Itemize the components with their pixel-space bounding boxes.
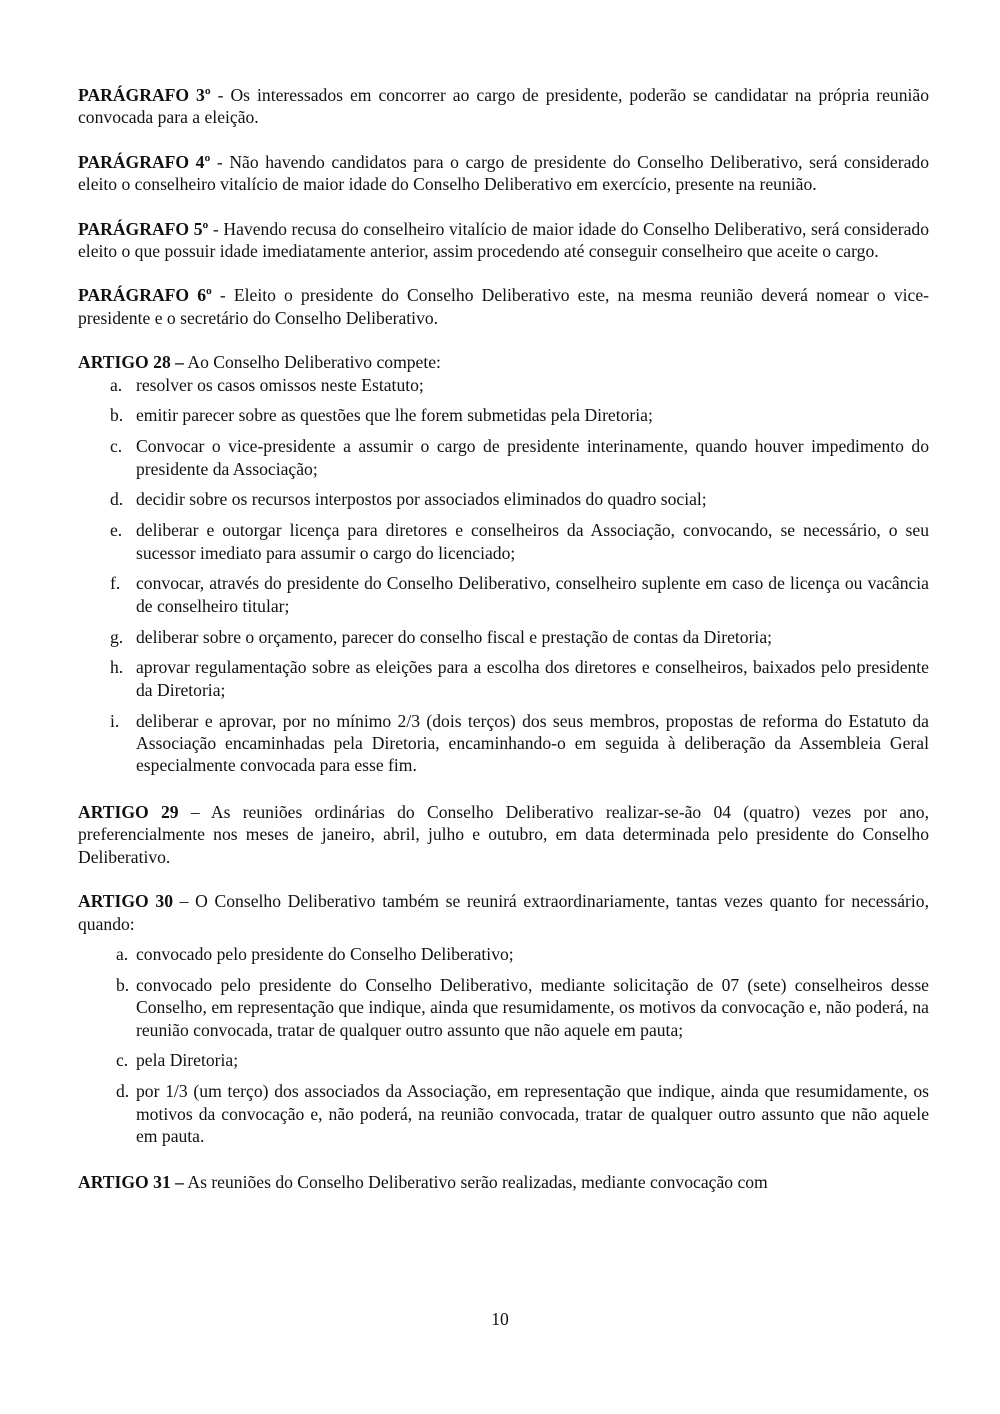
list-marker: a. [116,943,129,964]
artigo-30-text: – O Conselho Deliberativo também se reunirá extraordinariamente, tantas vezes quanto for necessário, quando: [78,891,929,934]
list-item [78,519,929,564]
artigo-30-heading [78,890,929,935]
list-item-text: resolver os casos omissos neste Estatuto; [136,374,424,395]
list-item-text: deliberar e aprovar, por no mínimo 2/3 (dois terços) dos seus membros, propostas de reforma do Estatuto da Associação encaminhadas pela Diretoria, encaminhando-o em seguida à deliberação da Assembleia Geral especialmente convocada para esse fim. [136,710,929,776]
artigo-28-heading [78,351,929,373]
paragrafo-5 [78,218,929,263]
artigo-28-list [78,374,929,777]
list-item [78,572,929,617]
paragrafo-6-label: PARÁGRAFO 6º [78,285,212,306]
list-item-text: deliberar sobre o orçamento, parecer do conselho fiscal e prestação de contas da Diretoria; [136,626,773,647]
paragrafo-5-label: PARÁGRAFO 5º [78,218,209,239]
artigo-31 [78,1171,929,1193]
list-item [78,943,929,965]
list-item-text: aprovar regulamentação sobre as eleições para a escolha dos diretores e conselheiros, baixados pelo presidente da Diretoria; [136,657,929,700]
list-marker: d. [116,1081,130,1102]
list-marker: b. [116,974,130,995]
list-item-text: convocado pelo presidente do Conselho Deliberativo, mediante solicitação de 07 (sete) conselheiros desse Conselho, em representação que indique, ainda que resumidamente, os motivos da convocação e, não poderá, na reunião convocada, tratar de qualquer outro assunto que não aquele em pauta; [136,974,929,1040]
list-marker: f. [110,573,121,594]
paragrafo-5-text: - Havendo recusa do conselheiro vitalício de maior idade do Conselho Deliberativo, será considerado eleito o que possuir idade imediatamente anterior, assim procedendo até conseguir conselheiro que aceite o cargo. [78,218,930,262]
page-number: 10 [491,1309,509,1329]
list-marker: d. [110,489,124,510]
paragrafo-3-label: PARÁGRAFO 3º [78,85,211,105]
list-item-text: convocado pelo presidente do Conselho Deliberativo; [136,943,514,964]
list-item [78,1080,929,1147]
list-item-text: decidir sobre os recursos interpostos por associados eliminados do quadro social; [136,489,707,510]
list-item [78,374,929,396]
artigo-30-label: ARTIGO 30 [78,891,174,912]
artigo-28-label: ARTIGO 28 – [78,352,184,373]
list-marker: h. [110,657,124,678]
list-marker: i. [110,710,120,731]
list-marker: e. [110,520,123,541]
artigo-29 [78,801,929,868]
list-item [78,626,929,648]
list-marker: c. [110,436,123,457]
paragrafo-4 [78,151,929,196]
list-item [78,435,929,480]
document-page [78,84,929,1194]
list-item [78,710,929,777]
list-item [78,404,929,426]
list-item [78,1049,929,1071]
paragrafo-3-text: - Os interessados em concorrer ao cargo de presidente, poderão se candidatar na própria reunião convocada para a eleição. [78,85,929,128]
list-marker: g. [110,626,124,647]
list-item-text: pela Diretoria; [136,1050,239,1071]
list-item-text: convocar, através do presidente do Conselho Deliberativo, conselheiro suplente em caso de licença ou vacância de conselheiro titular; [136,573,929,616]
artigo-28-text: Ao Conselho Deliberativo compete: [183,352,441,373]
list-item-text: Convocar o vice-presidente a assumir o cargo de presidente interinamente, quando houver impedimento do presidente da Associação; [136,436,929,479]
artigo-31-text: As reuniões do Conselho Deliberativo serão realizadas, mediante convocação com [183,1172,768,1193]
artigo-29-text: – As reuniões ordinárias do Conselho Deliberativo realizar-se-ão 04 (quatro) vezes por ano, preferencialmente nos meses de janeiro, abril, julho e outubro, em data determinada pelo presidente do Conselho Deliberativo. [78,801,929,867]
list-marker: c. [116,1050,129,1071]
artigo-31-label: ARTIGO 31 – [78,1172,184,1193]
list-marker: a. [110,374,123,395]
paragrafo-6 [78,284,929,329]
artigo-29-label: ARTIGO 29 [78,801,179,822]
list-item [78,488,929,510]
list-item [78,974,929,1041]
paragrafo-4-label: PARÁGRAFO 4º [78,151,211,172]
list-item-text: emitir parecer sobre as questões que lhe forem submetidas pela Diretoria; [136,405,653,426]
list-item-text: deliberar e outorgar licença para diretores e conselheiros da Associação, convocando, se necessário, o seu sucessor imediato para assumir o cargo do licenciado; [136,520,929,563]
list-marker: b. [110,405,124,426]
artigo-30-list [78,943,929,1147]
paragrafo-3 [78,84,929,129]
list-item [78,656,929,701]
list-item-text: por 1/3 (um terço) dos associados da Associação, em representação que indique, ainda que resumidamente, os motivos da convocação e, não poderá, na reunião convocada, tratar de qualquer outro assunto que não aquele em pauta. [136,1081,929,1146]
paragrafo-4-text: - Não havendo candidatos para o cargo de presidente do Conselho Deliberativo, será considerado eleito o conselheiro vitalício de maior idade do Conselho Deliberativo em exercício, presente na reunião. [78,151,929,195]
paragrafo-6-text: - Eleito o presidente do Conselho Deliberativo este, na mesma reunião deverá nomear o vice-presidente e o secretário do Conselho Deliberativo. [78,285,930,328]
